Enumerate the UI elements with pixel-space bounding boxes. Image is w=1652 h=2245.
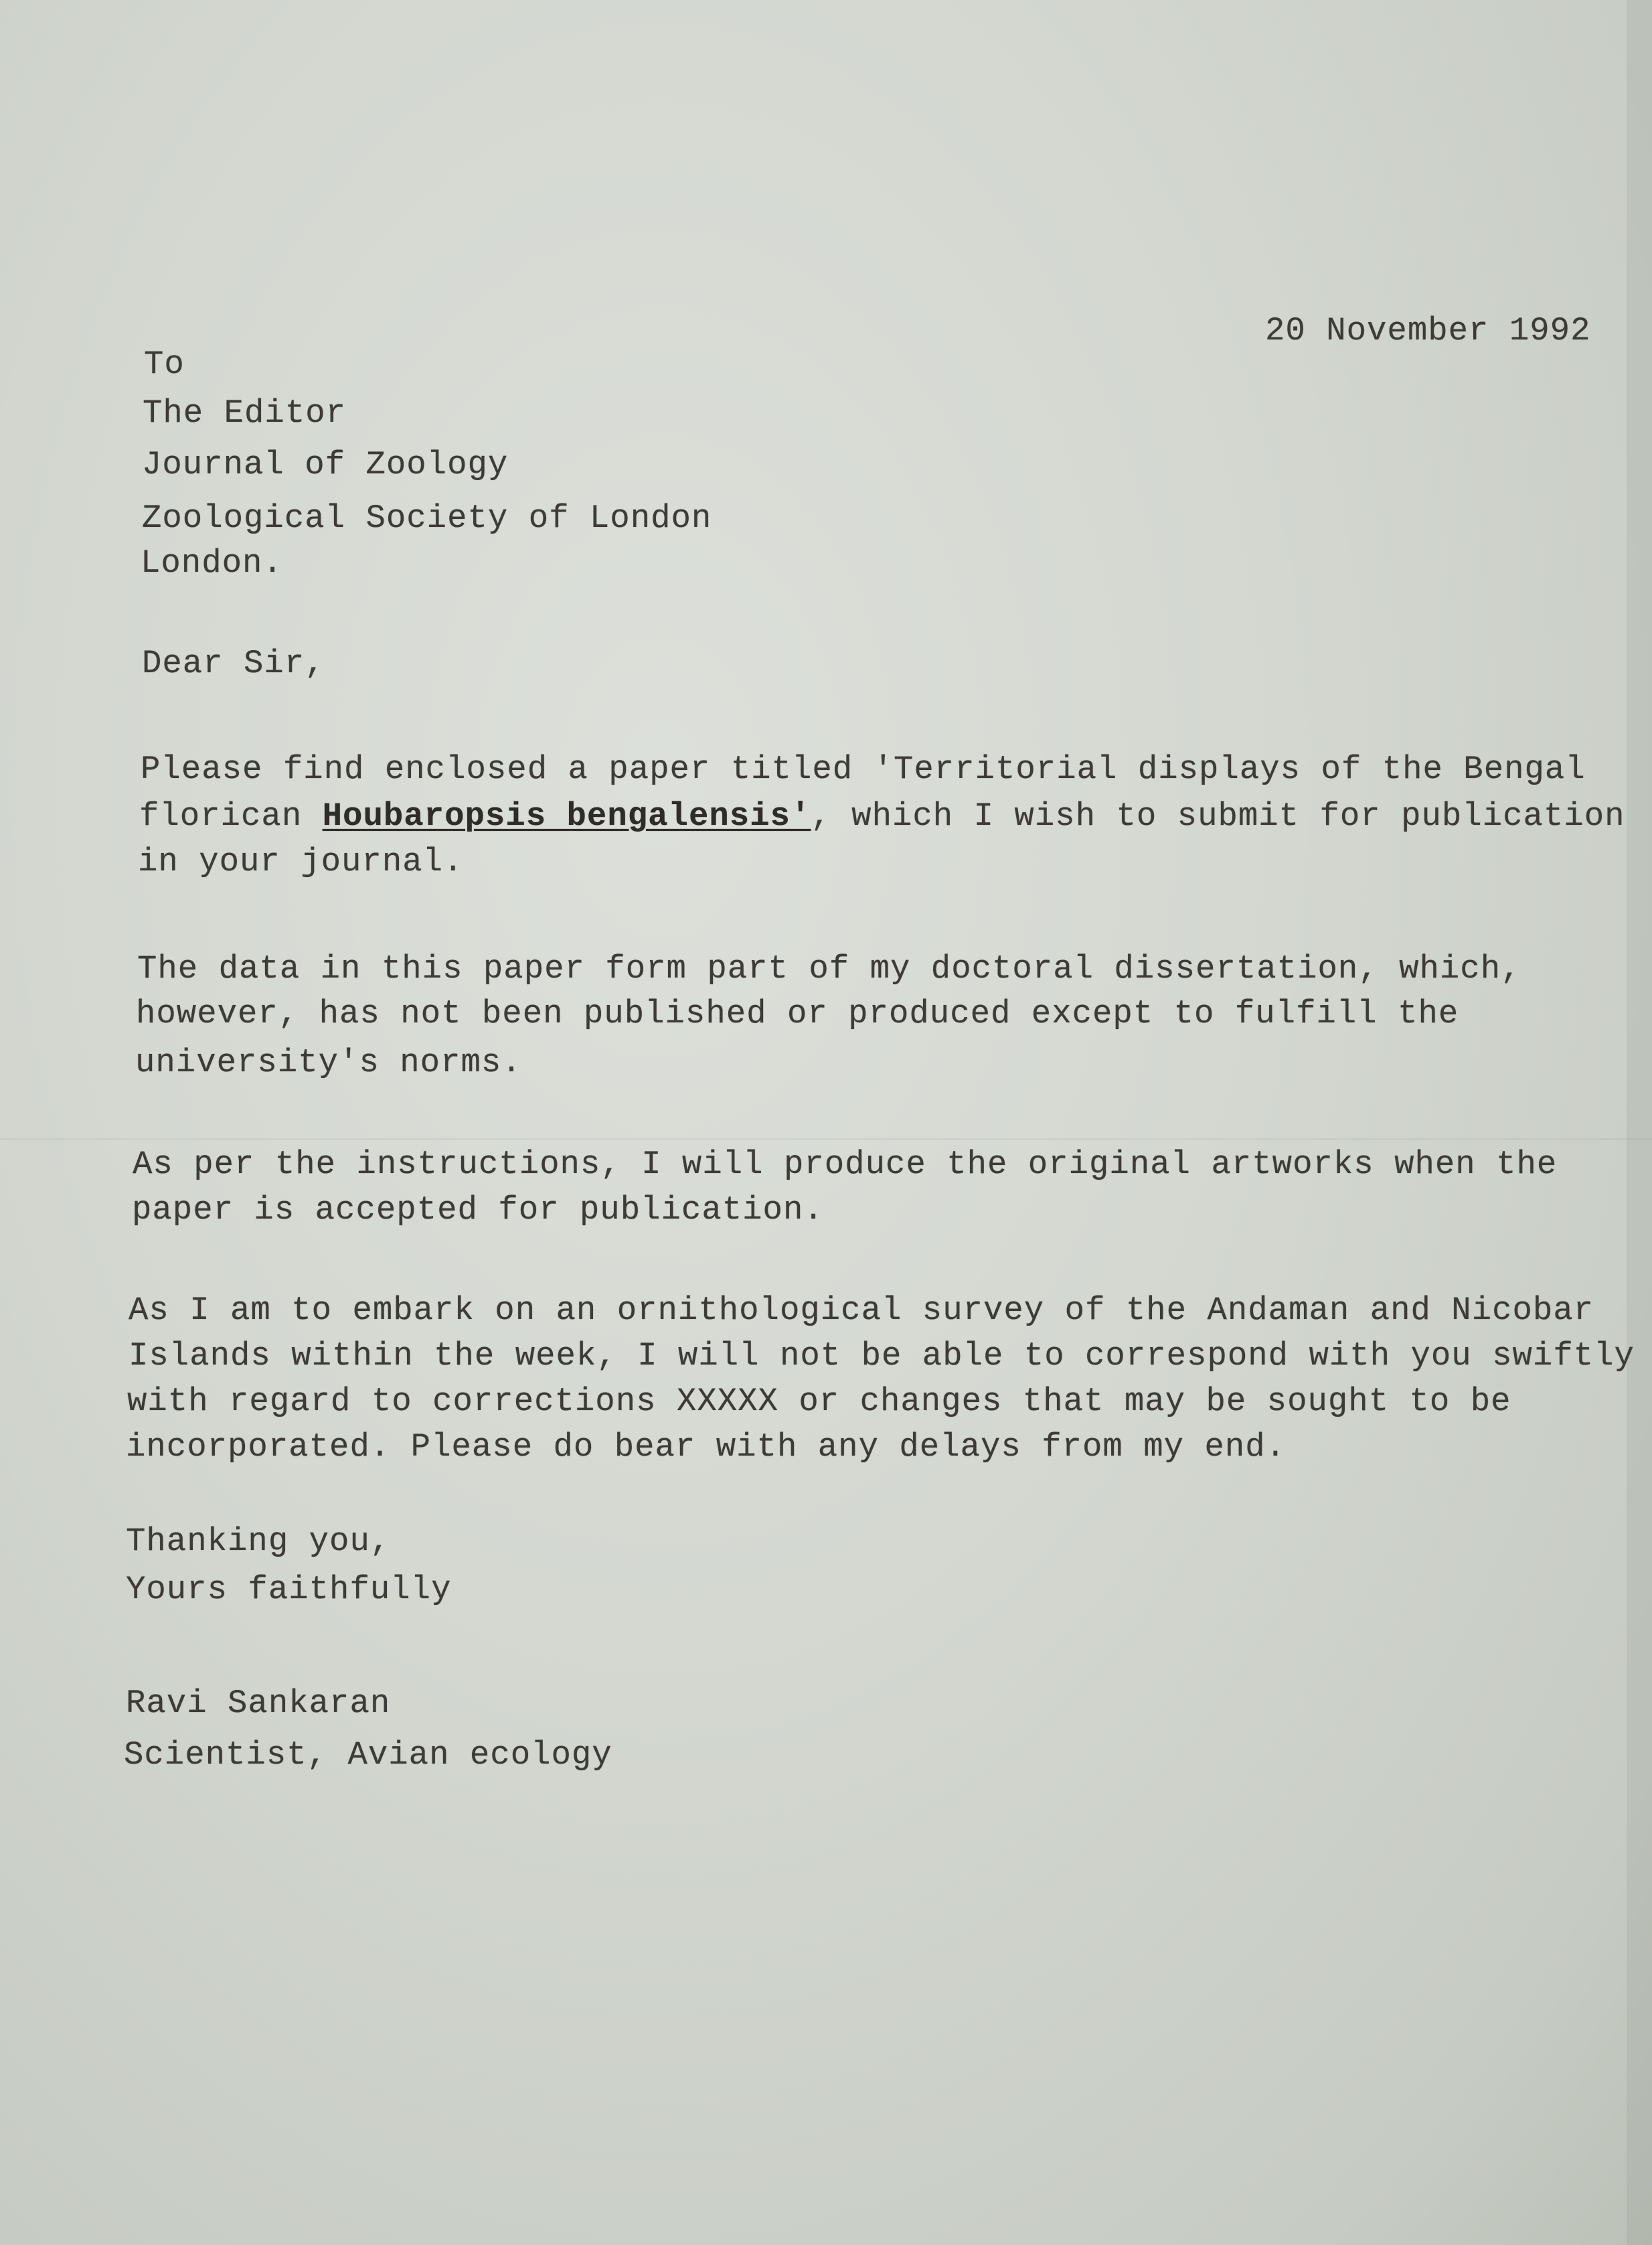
paper-crease xyxy=(0,1138,1652,1140)
paragraph-1-line-3: in your journal. xyxy=(138,843,464,880)
closing-line-2: Yours faithfully xyxy=(126,1571,452,1608)
signature-name: Ravi Sankaran xyxy=(126,1685,391,1722)
paragraph-1-line-2-pre: florican xyxy=(139,797,323,835)
paragraph-3-line-2: paper is accepted for publication. xyxy=(132,1191,824,1229)
paragraph-4-line-2: Islands within the week, I will not be able to correspond with you swiftly xyxy=(129,1337,1635,1375)
paragraph-1-line-2 xyxy=(139,797,1625,836)
paragraph-2-line-2: however, has not been published or produced except to fulfill the xyxy=(136,995,1459,1032)
address-line-3: Zoological Society of London xyxy=(142,499,712,537)
paragraph-1-line-1: Please find enclosed a paper titled 'Territorial displays of the Bengal xyxy=(141,751,1586,788)
paragraph-2-line-1: The data in this paper form part of my doctoral dissertation, which, xyxy=(137,950,1521,988)
salutation: Dear Sir, xyxy=(142,645,325,682)
paper-edge-shadow xyxy=(1627,0,1652,2245)
paragraph-2-line-3: university's norms. xyxy=(135,1044,522,1081)
address-line-2: Journal of Zoology xyxy=(142,446,509,483)
signature-title: Scientist, Avian ecology xyxy=(124,1736,612,1774)
paragraph-4-line-3: with regard to corrections XXXXX or changes that may be sought to be xyxy=(127,1383,1511,1420)
address-line-1: The Editor xyxy=(143,394,347,432)
closing-line-1: Thanking you, xyxy=(126,1523,391,1560)
letter-date: 20 November 1992 xyxy=(1265,312,1591,350)
species-name: Houbaropsis bengalensis' xyxy=(322,797,811,835)
paragraph-1-line-2-post: , which I wish to submit for publication xyxy=(811,797,1625,835)
paragraph-3-line-1: As per the instructions, I will produce the original artworks when the xyxy=(133,1146,1558,1183)
paragraph-4-line-1: As I am to embark on an ornithological survey of the Andaman and Nicobar xyxy=(129,1292,1594,1329)
address-line-4: London. xyxy=(141,544,283,582)
address-to: To xyxy=(144,345,185,383)
paragraph-4-line-4: incorporated. Please do bear with any delays from my end. xyxy=(126,1428,1287,1466)
